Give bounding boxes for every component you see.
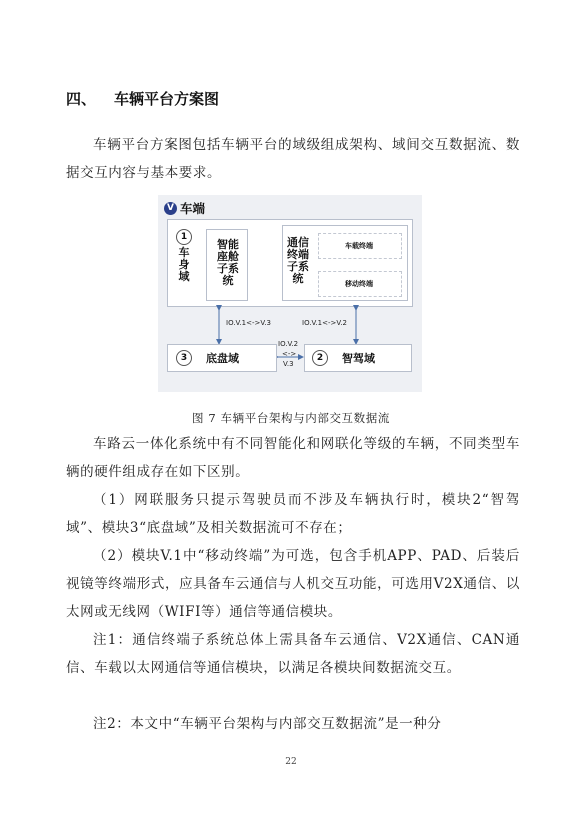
paragraph-item-2: （2）模块V.1中“移动终端”为可选，包含手机APP、PAD、后装后视镜等终端形式，应具备车云通信与人机交互功能，可选用V2X通信、以太网或无线网（WIFI等）通信等通信模块。 <box>66 548 520 620</box>
figure-caption: 图 7 车辆平台架构与内部交互数据流 <box>192 411 390 425</box>
link-mid-arrow-label: <-> <box>282 350 297 358</box>
link-left-label: IO.V.1<->V.3 <box>226 319 271 327</box>
section-number: 四、 <box>66 90 97 108</box>
cockpit-subsystem-label: 智能座舱子系统 <box>217 238 239 287</box>
adas-domain-label: 智驾域 <box>342 352 375 365</box>
paragraph-differences: 车路云一体化系统中有不同智能化和网联化等级的车辆，不同类型车辆的硬件组成存在如下区别。 <box>66 436 520 480</box>
adas-domain-number: 2 <box>312 350 328 366</box>
comm-terminal-label: 通信终端子系统 <box>287 236 309 285</box>
section-heading <box>66 88 219 109</box>
paragraph-note-1: 注1：通信终端子系统总体上需具备车云通信、V2X通信、CAN通信、车载以太网通信等通信模块，以满足各模块间数据流交互。 <box>66 632 520 676</box>
vehicle-platform-diagram <box>158 195 422 392</box>
diagram-title-text: 车端 <box>180 201 206 216</box>
section-title: 车辆平台方案图 <box>114 90 220 108</box>
link-mid-top-label: IO.V.2 <box>278 340 299 348</box>
paragraph-intro: 车辆平台方案图包括车辆平台的域级组成架构、域间交互数据流、数据交互内容与基本要求。 <box>66 137 520 181</box>
mobile-terminal-label: 移动终端 <box>345 280 373 288</box>
paragraph-note-2: 注2：本文中“车辆平台架构与内部交互数据流”是一种分 <box>93 716 442 732</box>
body-domain-number: 1 <box>176 229 192 245</box>
paragraph-item-1: （1）网联服务只提示驾驶员而不涉及车辆执行时，模块2“智驾域”、模块3“底盘域”及相关数据流可不存在； <box>66 492 520 536</box>
body-domain-label: 车身域 <box>178 246 190 283</box>
page-number: 22 <box>285 757 297 767</box>
link-mid-bottom-label: V.3 <box>283 360 294 368</box>
chassis-domain-number: 3 <box>176 350 192 366</box>
link-right-label: IO.V.1<->V.2 <box>302 319 347 327</box>
vehicle-terminal-label: 车载终端 <box>345 242 373 250</box>
v-badge-icon: V <box>164 202 177 215</box>
chassis-domain-label: 底盘域 <box>206 352 239 365</box>
